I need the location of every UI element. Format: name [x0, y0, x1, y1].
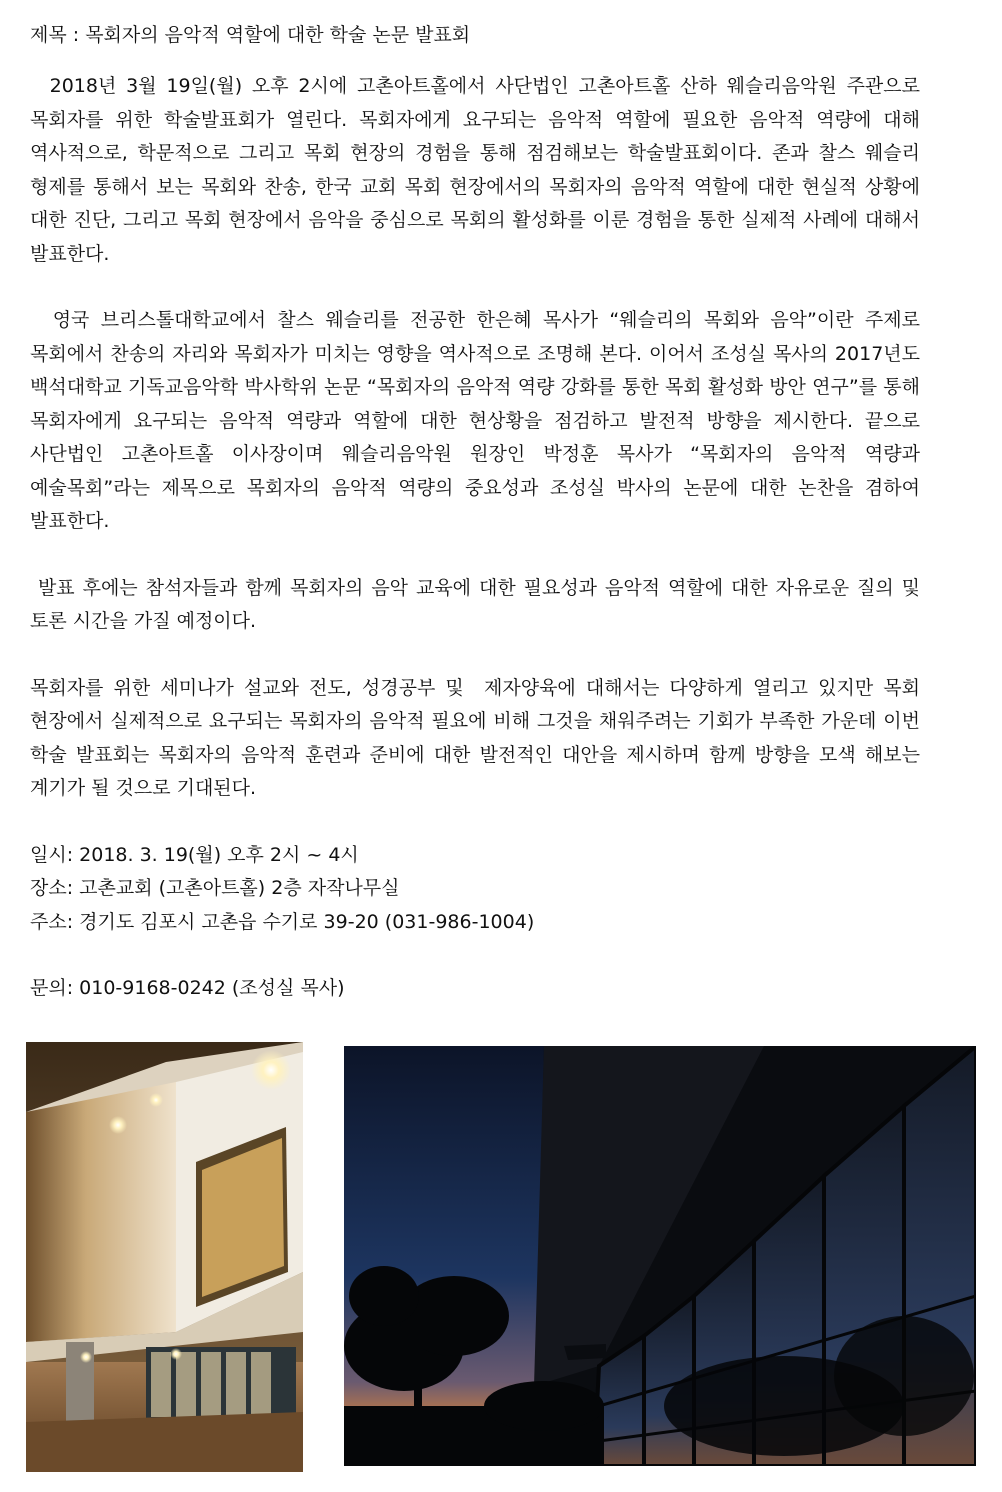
paragraph-3: 발표 후에는 참석자들과 함께 목회자의 음악 교육에 대한 필요성과 음악적 역할에 대한 자유로운 질의 및 토론 시간을 가질 예정이다. [30, 576, 927, 632]
event-address: 주소: 경기도 김포시 고촌읍 수기로 39-20 (031-986-1004) [30, 910, 535, 933]
photo-building-dusk [344, 1046, 976, 1466]
photo-interior-lobby [26, 1042, 303, 1472]
paragraph-2: 영국 브리스톨대학교에서 찰스 웨슬리를 전공한 한은혜 목사가 “웨슬리의 목회와 음악”이란 주제로 목회에서 찬송의 자리와 목회자가 미치는 영향을 역사적으로 조명해 본다. 이어서 조성실 목사의 2017년도 백석대학교 기독교음악학 박사학위 논문 “목회자의 음악적 역량 강화를 통한 목회 활성화 방안 연구”를 통해 목회자에게 요구되는 음악적 역량과 역할에 대한 현상황을 점검하고 발전적 방향을 제시한다. 끝으로 사단법인 고촌아트홀 이사장이며 웨슬리음악원 원장인 박정훈 목사가 “목회자의 음악적 역량과 예술목회”라는 제목으로 목회자의 음악적 역량의 중요성과 조성실 박사의 논문에 대한 논찬을 겸하여 발표한다. [30, 309, 927, 532]
event-contact: 문의: 010-9168-0242 (조성실 목사) [30, 977, 345, 999]
paragraph-1: 2018년 3월 19일(월) 오후 2시에 고촌아트홀에서 사단법인 고촌아트홀 산하 웨슬리음악원 주관으로 목회자를 위한 학술발표회가 열린다. 목회자에게 요구되는 음악적 역할에 필요한 음악적 역량에 대해 역사적으로, 학문적으로 그리고 목회 현장의 경험을 통해 점검해보는 학술발표회이다. 존과 찰스 웨슬리 형제를 통해서 보는 목회와 찬송, 한국 교회 목회 현장에서의 목회자의 음악적 역할에 대한 현실적 상황에 대한 진단, 그리고 목회 현장에서 음악을 중심으로 목회의 활성화를 이룬 경험을 통한 실제적 사례에 대해서 발표한다. [30, 75, 927, 265]
document-title: 제목 : 목회자의 음악적 역할에 대한 학술 논문 발표회 [30, 24, 471, 46]
event-place: 장소: 고촌교회 (고촌아트홀) 2층 자작나무실 [30, 877, 400, 899]
paragraph-4: 목회자를 위한 세미나가 설교와 전도, 성경공부 및 제자양육에 대해서는 다양하게 열리고 있지만 목회 현장에서 실제적으로 요구되는 목회자의 음악적 필요에 비해 그것을 채워주려는 기회가 부족한 가운데 이번 학술 발표회는 목회자의 음악적 훈련과 준비에 대한 발전적인 대안을 제시하며 함께 방향을 모색 해보는 계기가 될 것으로 기대된다. [30, 676, 927, 799]
document-body [30, 18, 927, 1006]
event-date: 일시: 2018. 3. 19(월) 오후 2시 ~ 4시 [30, 843, 359, 866]
